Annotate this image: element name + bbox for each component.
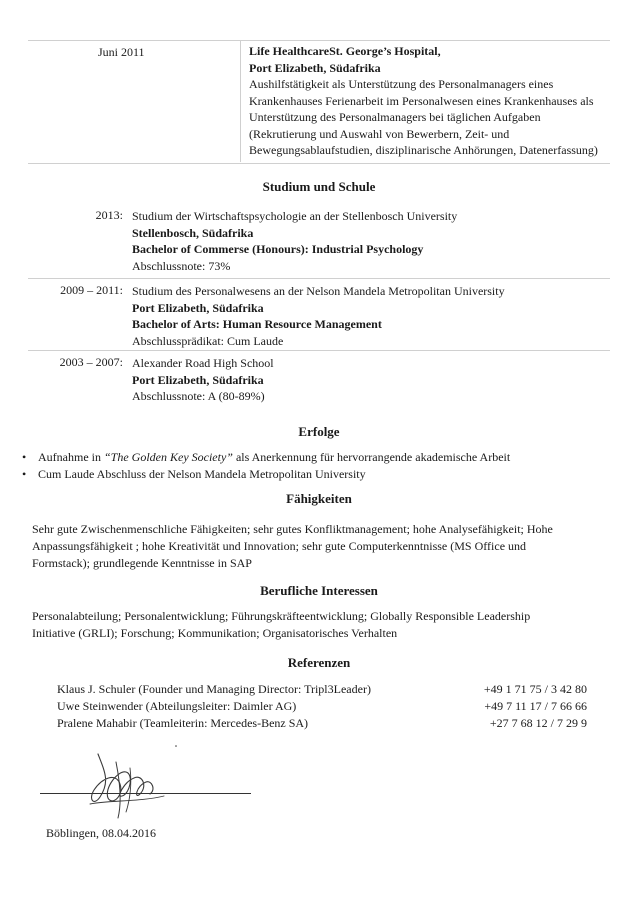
- reference-phone: +49 1 71 75 / 3 42 80: [483, 682, 587, 696]
- job-details: [249, 43, 609, 159]
- list-item: [22, 449, 622, 466]
- education-line: Alexander Road High School: [132, 356, 274, 370]
- row-divider: [28, 350, 610, 351]
- achievement-society: “The Golden Key Society”: [103, 450, 233, 464]
- heading-skills: Fähigkeiten: [286, 491, 352, 506]
- heading-references: Referenzen: [287, 655, 351, 670]
- signature-line: [40, 793, 251, 794]
- reference-name: Uwe Steinwender (Abteilungsleiter: Daimler AG): [57, 699, 297, 713]
- education-details: [132, 208, 602, 274]
- education-line: Studium der Wirtschaftspsychologie an der Stellenbosch University: [132, 209, 458, 223]
- bullet-icon: •: [22, 467, 27, 481]
- interests-line: Initiative (GRLI); Forschung; Kommunikation; Organisatorisches Verhalten: [32, 626, 398, 640]
- job-desc-line: Bewegungsablaufstudien, disziplinarische Anhörungen, Datenerfassung): [249, 143, 598, 157]
- reference-phone: +27 7 68 12 / 7 29 9: [489, 716, 587, 730]
- reference-name: Klaus J. Schuler (Founder und Managing Director: Tripl3Leader): [57, 682, 371, 696]
- education-degree: Bachelor of Arts: Human Resource Management: [132, 317, 382, 331]
- bullet-icon: •: [22, 450, 27, 464]
- job-desc-line: Unterstützung des Personalmanagers bei täglichen Aufgaben: [249, 110, 541, 124]
- job-employer: Life HealthcareSt. George’s Hospital,: [249, 44, 441, 58]
- reference-phone: +49 7 11 17 / 7 66 66: [484, 699, 587, 713]
- heading-interests: Berufliche Interessen: [260, 583, 378, 598]
- job-desc-line: Krankenhauses Ferienarbeit im Personalwesen eines Krankenhauses als: [249, 93, 594, 108]
- heading-achievements: Erfolge: [298, 424, 340, 439]
- education-grade: Abschlussnote: 73%: [132, 258, 231, 273]
- education-grade: Abschlussprädikat: Cum Laude: [132, 333, 284, 348]
- heading-education: Studium und Schule: [262, 179, 376, 194]
- interests-line: Personalabteilung; Personalentwicklung; Führungskräfteentwicklung; Globally Responsible Leadership: [32, 609, 531, 623]
- education-details: [132, 283, 602, 349]
- reference-row: [57, 681, 587, 698]
- skills-text: [32, 521, 602, 572]
- reference-name: Pralene Mahabir (Teamleiterin: Mercedes-Benz SA): [57, 716, 309, 730]
- education-place: Stellenbosch, Südafrika: [132, 225, 254, 240]
- job-location: Port Elizabeth, Südafrika: [249, 60, 381, 75]
- list-item: [22, 466, 622, 483]
- achievements-list: [22, 449, 622, 483]
- education-date: 2009 – 2011:: [60, 283, 123, 297]
- references-list: [57, 681, 587, 732]
- education-details: [132, 355, 602, 405]
- job-desc-line: Aushilfstätigkeit als Unterstützung des Personalmanagers eines: [249, 77, 554, 91]
- skills-line: Formstack); grundlegende Kenntnisse in SAP: [32, 556, 252, 570]
- achievement-text: Cum Laude Abschluss der Nelson Mandela Metropolitan University: [38, 467, 366, 481]
- table-divider: [240, 41, 241, 162]
- education-date: 2003 – 2007:: [59, 355, 123, 369]
- row-divider: [28, 278, 610, 279]
- reference-row: [57, 698, 587, 715]
- education-line: Studium des Personalwesens an der Nelson Mandela Metropolitan University: [132, 284, 505, 298]
- education-grade: Abschlussnote: A (80-89%): [132, 389, 265, 403]
- place-date: Böblingen, 08.04.2016: [46, 826, 156, 840]
- job-desc-line: (Rekrutierung und Auswahl von Bewerbern, Zeit- und: [249, 126, 510, 141]
- job-entry: [28, 40, 610, 164]
- education-place: Port Elizabeth, Südafrika: [132, 300, 264, 315]
- achievement-text: Aufnahme in: [38, 450, 104, 464]
- reference-row: [57, 715, 587, 732]
- skills-line: Sehr gute Zwischenmenschliche Fähigkeiten; sehr gutes Konfliktmanagement; hohe Analysefähigkeit; Hohe: [32, 522, 553, 536]
- education-place: Port Elizabeth, Südafrika: [132, 372, 264, 387]
- skills-line: Anpassungsfähigkeit ; hohe Kreativität und Innovation; sehr gute Computerkenntnisse (MS Office und: [32, 539, 527, 553]
- achievement-text: als Anerkennung für hervorrangende akademische Arbeit: [232, 450, 511, 464]
- job-date: Juni 2011: [98, 45, 145, 59]
- signature-image: [60, 742, 200, 822]
- education-date: 2013:: [95, 208, 123, 222]
- education-degree: Bachelor of Commerse (Honours): Industrial Psychology: [132, 242, 424, 256]
- interests-text: [32, 608, 602, 642]
